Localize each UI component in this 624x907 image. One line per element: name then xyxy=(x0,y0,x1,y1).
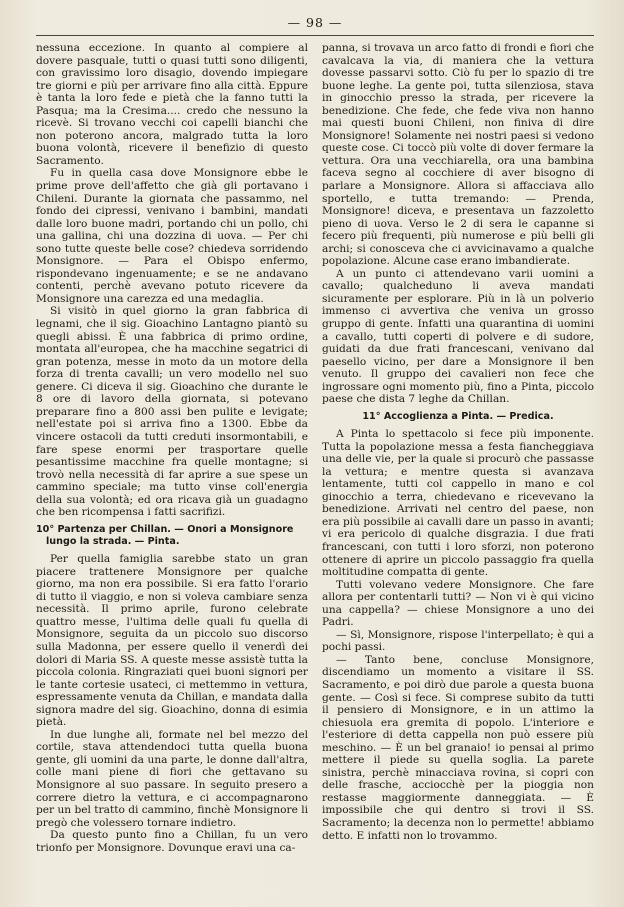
paragraph: Per quella famiglia sarebbe stato un gran piacere trattenere Monsignore per qualche giorno, ma non era possibile. Si era fatto l'orario di tutto il viaggio, e non si voleva cambiare senza necessità. Il primo aprile, furono celebrate quattro messe, l'ultima delle quali fu quella di Monsignore, seguita da un piccolo suo discorso sulla Madonna, per essere quello il venerdì dei dolori di Maria SS. A queste messe assistè tutta la piccola colonia. Ringraziati quei buoni signori per le tante cortesie usateci, ci mettemmo in vettura, espressamente venuta da Chillan, e mandata dalla signora madre del sig. Gioachino, donna di esimia pietà. xyxy=(36,553,308,729)
paragraph: Da questo punto fino a Chillan, fu un vero trionfo per Monsignore. Dovunque eravi una ca- xyxy=(36,829,308,854)
header-rule xyxy=(36,35,594,36)
paragraph: Si visitò in quel giorno la gran fabbrica di legnami, che il sig. Gioachino Lantagno piantò su quegli abissi. È una fabbrica di primo ordine, montata all'europea, che ha macchine segatrici di gran potenza, messe in moto da un motore della forza di trenta cavalli; un vero modello nel suo genere. Ci diceva il sig. Gioachino che durante le 8 ore di lavoro della giornata, si potevano preparare fino a 800 assi ben pulite e levigate; nell'estate poi si arriva fino a 1300. Ebbe da vincere ostacoli da tutti creduti insormontabili, e fare spese enormi per trasportare quelle pesantissime macchine fra quelle montagne; si trovò nella necessità di far aprire a sue spese un cammino speciale; ma tutto vinse coll'energia della sua volontà; ed ora ricava già un guadagno che ben ricompensa i fatti sacrifizi. xyxy=(36,305,308,519)
section-heading: 11° Accoglienza a Pinta. — Predica. xyxy=(362,410,554,422)
left-column xyxy=(36,42,308,882)
right-column xyxy=(322,42,594,882)
paragraph: A un punto ci attendevano varii uomini a cavallo; qualcheduno li aveva mandati sicuramente per esplorare. Più in là un polverio immenso ci avvertiva che veniva un grosso gruppo di gente. Infatti una quarantina di uomini a cavallo, tutti coperti di polvere e di sudore, guidati da due frati francescani, venivano dal paesello vicino, per dare a Monsignore il ben venuto. Il gruppo dei cavalieri non fece che ingrossare ogni momento più, fino a Pinta, piccolo paese che dista 7 leghe da Chillan. xyxy=(322,267,594,406)
paragraph: Tutti volevano vedere Monsignore. Che fare allora per contentarli tutti? — Non vi è qui vicino una cappella? — chiese Monsignore a uno dei Padri. xyxy=(322,578,594,629)
paragraph: panna, si trovava un arco fatto di frondi e fiori che cavalcava la via, di maniera che la vettura dovesse passarvi sotto. Ciò fu per lo spazio di tre buone leghe. La gente poi, tutta silenziosa, stava in ginocchio presso la strada, per ricevere la benedizione. Che fede, che fede viva non hanno mai questi buoni Chileni, non finiva di dire Monsignore! Solamente nei nostri paesi si vedono queste cose. Ci toccò più volte di dover fermare la vettura. Ora una vecchiarella, ora una bambina faceva segno al cocchiere di aver bisogno di parlare a Monsignore. Allora si affacciava allo sportello, e tutta tremando: — Prenda, Monsignore! diceva, e presentava un fazzoletto pieno di uova. Verso le 2 di sera le capanne si fecero più frequenti, più numerose e più belli gli archi; si conosceva che ci avvicinavamo a qualche popolazione. Alcune case erano imbandierate. xyxy=(322,42,594,268)
paragraph: Fu in quella casa dove Monsignore ebbe le prime prove dell'affetto che già gli portavano i Chileni. Durante la giornata che passammo, nel fondo dei cipressi, venivano i bambini, mandati dalle loro buone madri, portando chi un pollo, chi una gallina, chi una dozzina di uova. — Per chi sono tutte queste belle cose? chiedeva sorridendo Monsignore. — Para el Obispo enfermo, rispondevano ingenuamente; e se ne andavano contenti, perchè avevano potuto ricevere da Monsignore una carezza ed una medaglia. xyxy=(36,167,308,305)
page-number: — 98 — xyxy=(287,15,343,30)
section-heading: 10° Partenza per Chillan. — Onori a Monsignore lungo la strada. — Pinta. xyxy=(36,523,294,547)
paragraph: nessuna eccezione. In quanto al compiere al dovere pasquale, tutti o quasi tutti sono diligenti, con gravissimo loro disagio, dovendo impiegare tre giorni e più per arrivare fino alla città. Eppure è tanta la loro fede e pietà che la fanno tutti la Pasqua; ma la Cresima.... credo che nessuno la ricevè. Si trovano vecchi coi capelli bianchi che non poterono ancora, malgrado tutta la loro buona volontà, ricevere il benefizio di questo Sacramento. xyxy=(36,42,308,167)
paragraph: — Tanto bene, concluse Monsignore, discendiamo un momento a visitare il SS. Sacramento, e poi dirò due parole a questa buona gente. — Così si fece. Si comprese subito da tutti il pensiero di Monsignore, e in un attimo la chiesuola era gremita di popolo. L'interiore e l'esteriore di detta cappella non può essere più meschino. — È un bel granaio! io pensai al primo mettere il piede su quella soglia. La parete sinistra, perchè minacciava rovina, si copri con delle frasche, acciocchè per la pioggia non restasse maggiormente danneggiata. — È impossibile che qui dentro si trovi il SS. Sacramento; la decenza non lo permette! abbiamo detto. E infatti non lo trovammo. xyxy=(322,653,594,842)
paragraph: In due lunghe ali, formate nel bel mezzo del cortile, stava attendendoci tutta quella buona gente, gli uomini da una parte, le donne dall'altra, colle mani piene di fiori che gettavano su Monsignore al suo passare. In seguito presero a correre dietro la vettura, e ci accompagnarono per un bel tratto di cammino, finchè Monsignore li pregò che volessero tornare indietro. xyxy=(36,728,308,829)
paragraph: — Sì, Monsignore, rispose l'interpellato; è qui a pochi passi. xyxy=(322,628,594,654)
paragraph: A Pinta lo spettacolo si fece più imponente. Tutta la popolazione messa a festa fiancheggiava una delle vie, per la quale si procurò che passasse la vettura; e mentre questa si avanzava lentamente, tutti col cappello in mano e col ginocchio a terra, chiedevano e ricevevano la benedizione. Arrivati nel centro del paese, non era più possibile ai cavalli dare un passo in avanti; vi era pericolo di qualche disgrazia. I due frati francescani, con tutti i loro sforzi, non poterono ottenere di aprire un piccolo passaggio fra quella moltitudine compatta di gente. xyxy=(322,428,594,579)
text-columns xyxy=(36,42,594,882)
